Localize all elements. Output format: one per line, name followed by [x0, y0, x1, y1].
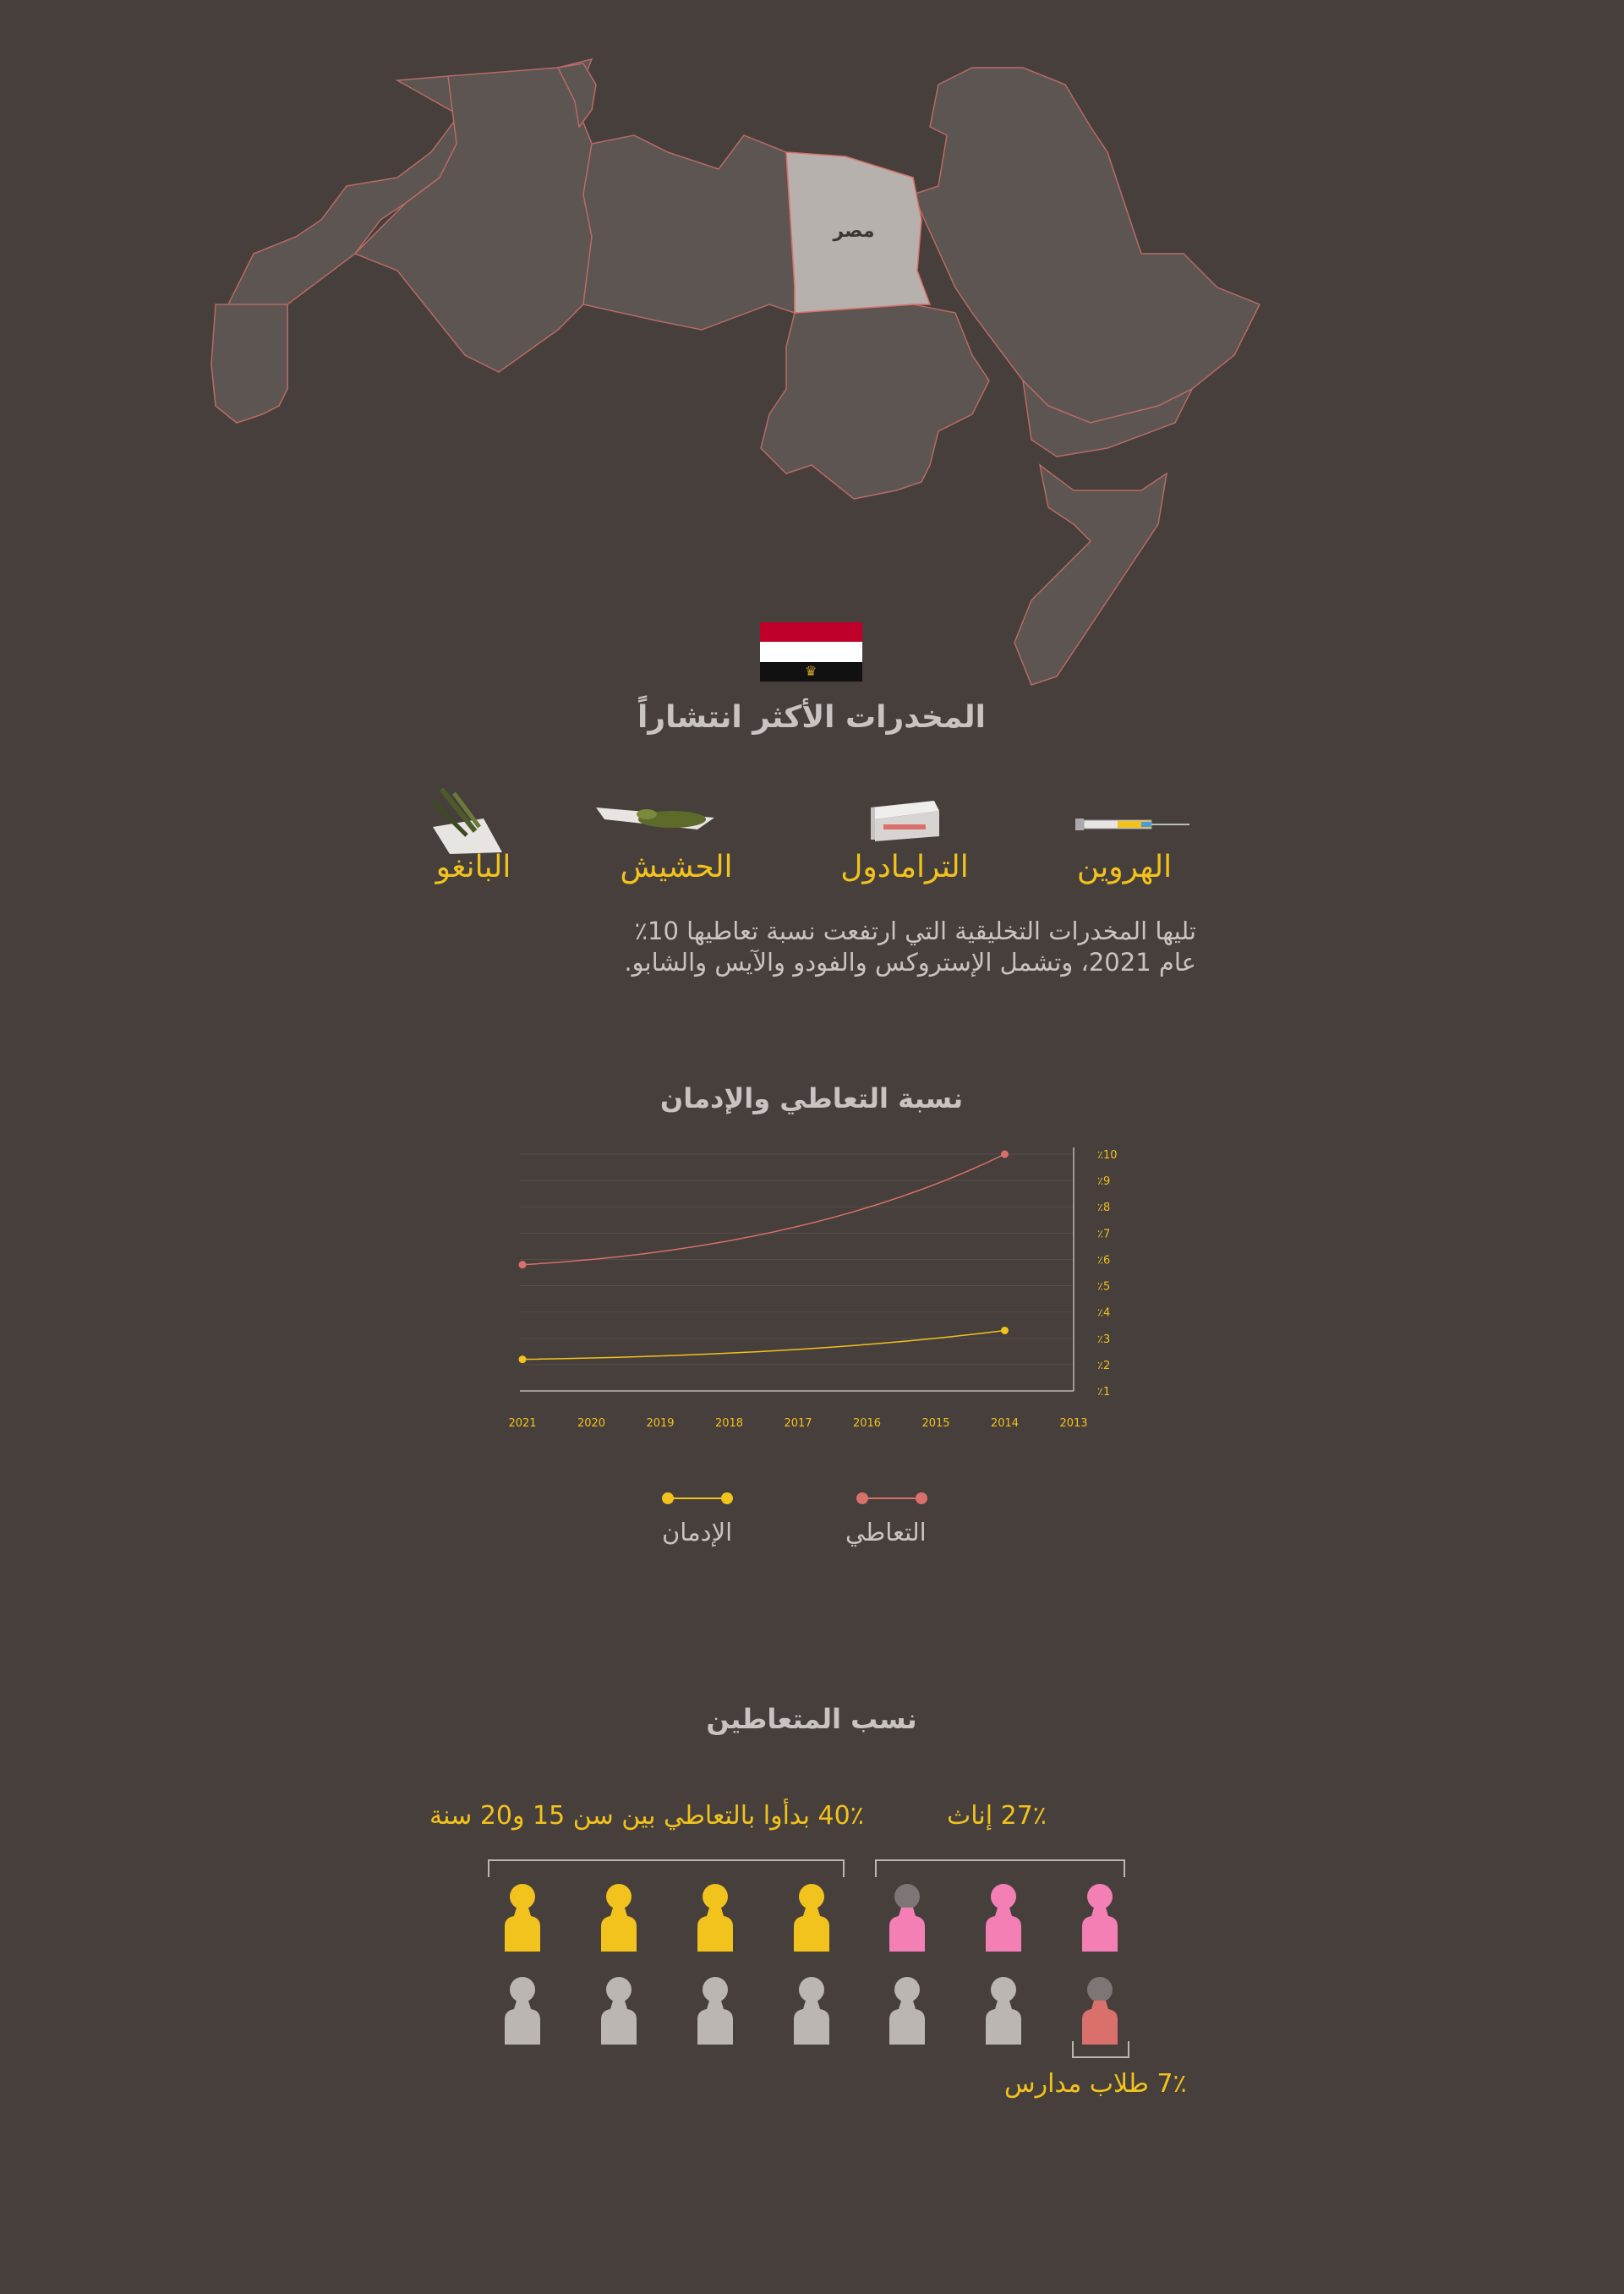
- person-icon-grey: [505, 1977, 540, 2045]
- y-tick-label: ٪5: [1097, 1280, 1111, 1294]
- drug-label-hashish: الحشيش: [620, 850, 733, 884]
- y-tick-label: ٪9: [1097, 1175, 1111, 1189]
- drug-label-tramadol: الترامادول: [840, 850, 969, 884]
- person-icon-yellow: [601, 1884, 637, 1952]
- series-line-0: [522, 1154, 1005, 1265]
- arab-world-map: [194, 51, 1293, 693]
- stat-students: 7٪ طلاب مدارس: [1004, 2069, 1187, 2099]
- map-libya: [583, 135, 795, 330]
- egypt-flag-icon: ♛: [760, 622, 862, 682]
- bracket-students: [1072, 2040, 1129, 2059]
- legend-addiction-label: الإدمان: [662, 1518, 733, 1547]
- person-icon-grey: [601, 1977, 637, 2045]
- x-tick-label: 2017: [784, 1417, 812, 1430]
- hashish-joint-icon: [596, 799, 716, 833]
- syringe-icon: [1067, 812, 1194, 837]
- person-icon-grey: [889, 1977, 925, 2045]
- legend-abuse-label: التعاطي: [845, 1518, 927, 1547]
- y-tick-label: ٪1: [1097, 1386, 1111, 1399]
- data-point: [519, 1355, 527, 1363]
- y-tick-label: ٪6: [1097, 1254, 1111, 1267]
- series-line-1: [522, 1330, 1005, 1359]
- x-tick-label: 2014: [990, 1417, 1020, 1430]
- chart-title: نسبة التعاطي والإدمان: [659, 1082, 964, 1114]
- stat-start-age: 40٪ بدأوا بالتعاطي بين سن 15 و20 سنة: [429, 1801, 864, 1831]
- data-point: [519, 1261, 527, 1268]
- bracket-females: [875, 1859, 1125, 1879]
- line-chart: [490, 1137, 1133, 1442]
- x-tick-label: 2013: [1059, 1417, 1088, 1430]
- person-icon-yellow: [794, 1884, 829, 1952]
- y-tick-label: ٪7: [1097, 1228, 1111, 1241]
- x-tick-label: 2021: [508, 1417, 537, 1430]
- map-algeria: [355, 59, 592, 372]
- legend-addiction-marker: [659, 1490, 735, 1507]
- bracket-start-age: [488, 1859, 845, 1879]
- person-icon-yellow: [697, 1884, 733, 1952]
- drug-label-bango: البانغو: [435, 850, 511, 884]
- data-point: [1001, 1151, 1009, 1158]
- legend-abuse-marker: [854, 1490, 930, 1507]
- map-mauritania: [211, 304, 287, 423]
- users-section-title: نسب المتعاطين: [706, 1703, 917, 1735]
- map-somalia: [1014, 465, 1167, 685]
- x-tick-label: 2019: [646, 1417, 675, 1430]
- stat-females: 27٪ إناث: [947, 1801, 1047, 1831]
- bango-plant-icon: [424, 785, 502, 854]
- person-icon-pink: [1082, 1884, 1118, 1952]
- map-egypt-label: مصر: [833, 221, 875, 242]
- person-icon-red: [1082, 1977, 1118, 2045]
- person-icon-pink-partial: [889, 1884, 925, 1952]
- y-tick-label: ٪3: [1097, 1333, 1111, 1346]
- person-icon-pink: [986, 1884, 1021, 1952]
- map-sudan: [761, 304, 989, 499]
- y-tick-label: ٪2: [1097, 1359, 1111, 1372]
- x-tick-label: 2018: [714, 1417, 744, 1430]
- data-point: [1001, 1327, 1009, 1334]
- y-tick-label: ٪4: [1097, 1306, 1111, 1320]
- pill-box-icon: [867, 799, 941, 843]
- description-line-1: تليها المخدرات التخليقية التي ارتفعت نسبة تعاطيها 10٪: [634, 917, 1196, 945]
- drugs-section-title: المخدرات الأكثر انتشاراً: [637, 700, 986, 735]
- y-tick-label: ٪8: [1097, 1202, 1111, 1215]
- description-line-2: عام 2021، وتشمل الإستروكس والفودو والآيس والشابو.: [624, 948, 1196, 977]
- drugs-description: [558, 916, 1196, 978]
- drug-label-heroin: الهروين: [1076, 850, 1173, 884]
- person-icon-grey: [794, 1977, 829, 2045]
- x-tick-label: 2020: [577, 1417, 606, 1430]
- y-tick-label: ٪10: [1097, 1149, 1118, 1162]
- x-tick-label: 2015: [921, 1417, 950, 1430]
- person-icon-yellow: [505, 1884, 540, 1952]
- person-icon-grey: [986, 1977, 1021, 2045]
- person-icon-grey: [697, 1977, 733, 2045]
- x-tick-label: 2016: [852, 1417, 882, 1430]
